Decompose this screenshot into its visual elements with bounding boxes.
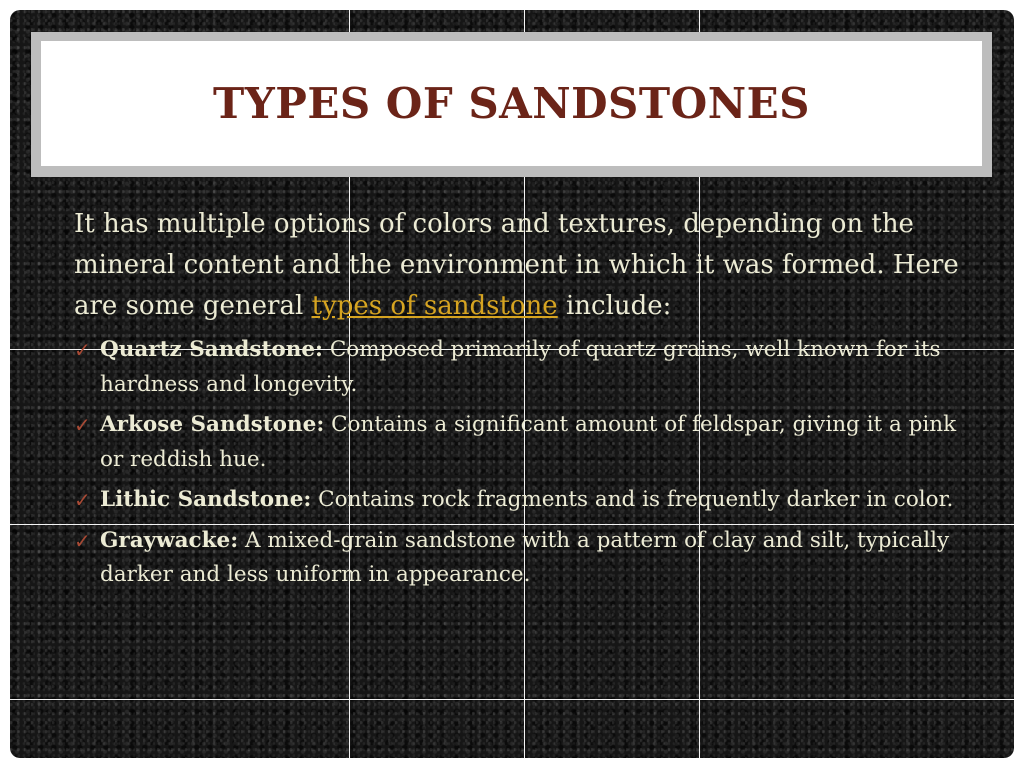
list-item	[74, 524, 974, 593]
item-term: Lithic Sandstone:	[100, 487, 312, 512]
item-term: Arkose Sandstone:	[100, 412, 325, 437]
intro-text-end: include:	[557, 291, 672, 321]
intro-paragraph	[74, 204, 974, 327]
list-item	[74, 408, 974, 477]
grid-line	[10, 699, 1014, 700]
slide-content	[74, 204, 974, 599]
checkmark-icon: ✓	[74, 488, 91, 512]
intro-text: It has multiple options of colors and textures, depending on the mineral content and the environment in which it was formed. Here are some general	[74, 209, 959, 321]
item-description: Composed primarily of quartz grains, well known for its hardness and longevity.	[100, 337, 941, 397]
slide	[10, 10, 1014, 758]
list-item	[74, 333, 974, 402]
checkmark-icon: ✓	[74, 413, 91, 437]
checkmark-icon: ✓	[74, 528, 91, 553]
title-frame	[31, 32, 992, 177]
item-description: Contains a significant amount of feldspar, giving it a pink or reddish hue.	[100, 412, 957, 472]
item-description: A mixed-grain sandstone with a pattern of clay and silt, typically darker and less uniform in appearance.	[100, 527, 950, 587]
types-of-sandstone-link[interactable]: types of sandstone	[311, 291, 558, 321]
list-item	[74, 483, 974, 518]
item-term: Graywacke:	[100, 527, 239, 553]
title-box	[41, 41, 982, 166]
item-term: Quartz Sandstone:	[100, 337, 323, 362]
item-description: Contains rock fragments and is frequently darker in color.	[311, 487, 954, 512]
checkmark-icon: ✓	[74, 338, 91, 362]
slide-title: TYPES OF SANDSTONES	[213, 79, 810, 128]
sandstone-list	[74, 333, 974, 593]
